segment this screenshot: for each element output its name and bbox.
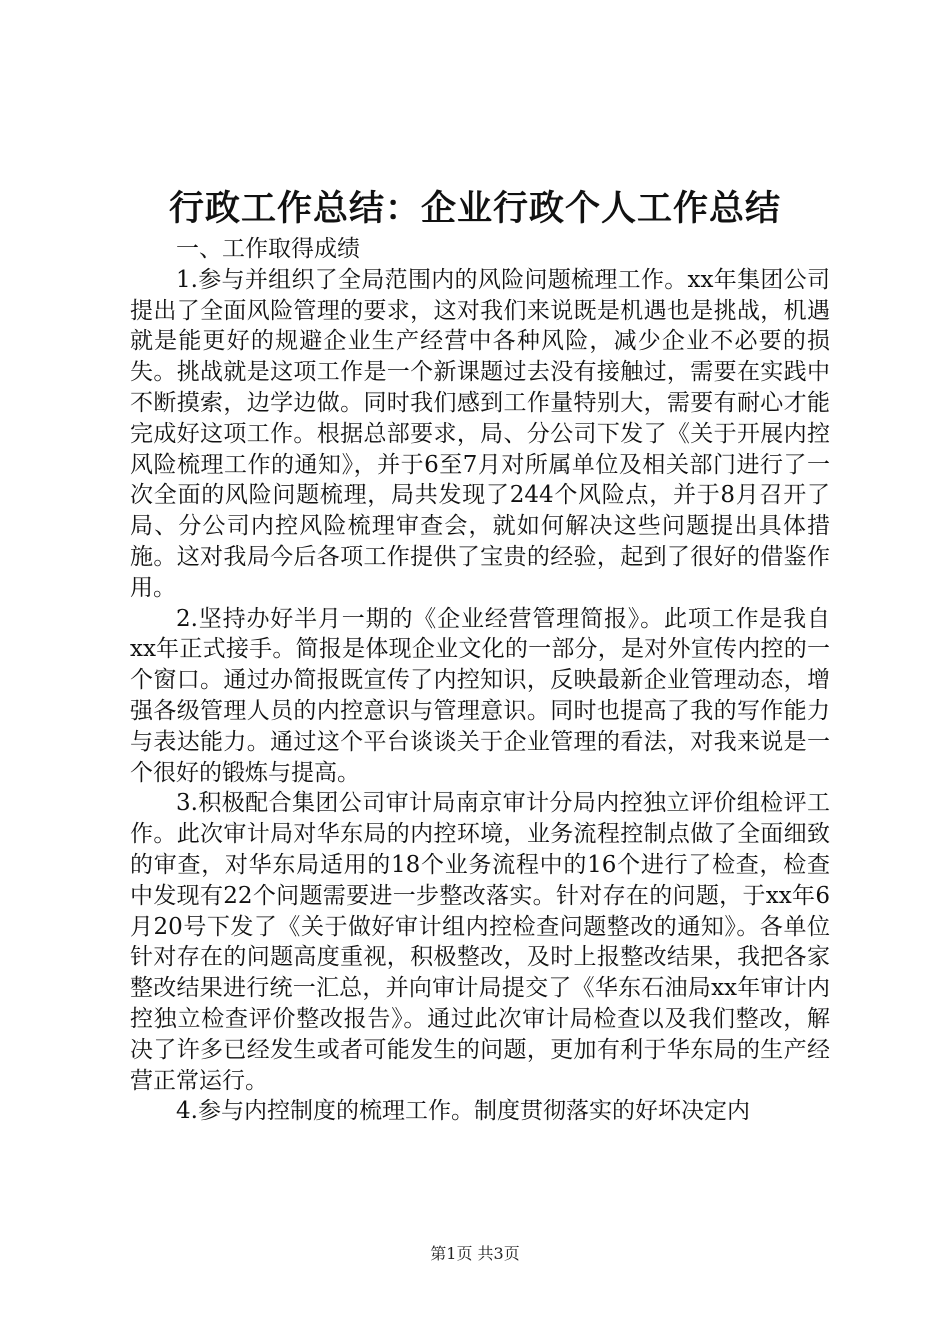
- document-title: 行政工作总结：企业行政个人工作总结: [168, 188, 781, 229]
- section-heading: 一、工作取得成绩: [176, 236, 360, 262]
- paragraph-1: 1.参与并组织了全局范围内的风险问题梳理工作。xx年集团公司提出了全面风险管理的要求，这对我们来说既是机遇也是挑战，机遇就是能更好的规避企业生产经营中各种风险，减少企业不必要的损失。挑战就是这项工作是一个新课题过去没有接触过，需要在实践中不断摸索，边学边做。同时我们感到工作量特别大，需要有耐心才能完成好这项工作。根据总部要求，局、分公司下发了《关于开展内控风险梳理工作的通知》，并于6至7月对所属单位及相关部门进行了一次全面的风险问题梳理，局共发现了244个风险点，并于8月召开了局、分公司内控风险梳理审查会，就如何解决这些问题提出具体措施。这对我局今后各项工作提供了宝贵的经验，起到了很好的借鉴作用。: [130, 266, 830, 601]
- paragraph-2: 2.坚持办好半月一期的《企业经营管理简报》。此项工作是我自xx年正式接手。简报是体现企业文化的一部分，是对外宣传内控的一个窗口。通过办简报既宣传了内控知识，反映最新企业管理动态，增强各级管理人员的内控意识与管理意识。同时也提高了我的写作能力与表达能力。通过这个平台谈谈关于企业管理的看法，对我来说是一个很好的锻炼与提高。: [130, 605, 830, 786]
- page-footer: 第1页 共3页: [430, 1244, 520, 1263]
- document-body: [130, 234, 830, 1127]
- paragraph-4: 4.参与内控制度的梳理工作。制度贯彻落实的好坏决定内: [176, 1098, 750, 1125]
- paragraph-3: 3.积极配合集团公司审计局南京审计分局内控独立评价组检评工作。此次审计局对华东局的内控环境，业务流程控制点做了全面细致的审查，对华东局适用的18个业务流程中的16个进行了检查，检查中发现有22个问题需要进一步整改落实。针对存在的问题，于xx年6月20号下发了《关于做好审计组内控检查问题整改的通知》。各单位针对存在的问题高度重视，积极整改，及时上报整改结果，我把各家整改结果进行统一汇总，并向审计局提交了《华东石油局xx年审计内控独立检查评价整改报告》。通过此次审计局检查以及我们整改，解决了许多已经发生或者可能发生的问题，更加有利于华东局的生产经营正常运行。: [130, 790, 830, 1094]
